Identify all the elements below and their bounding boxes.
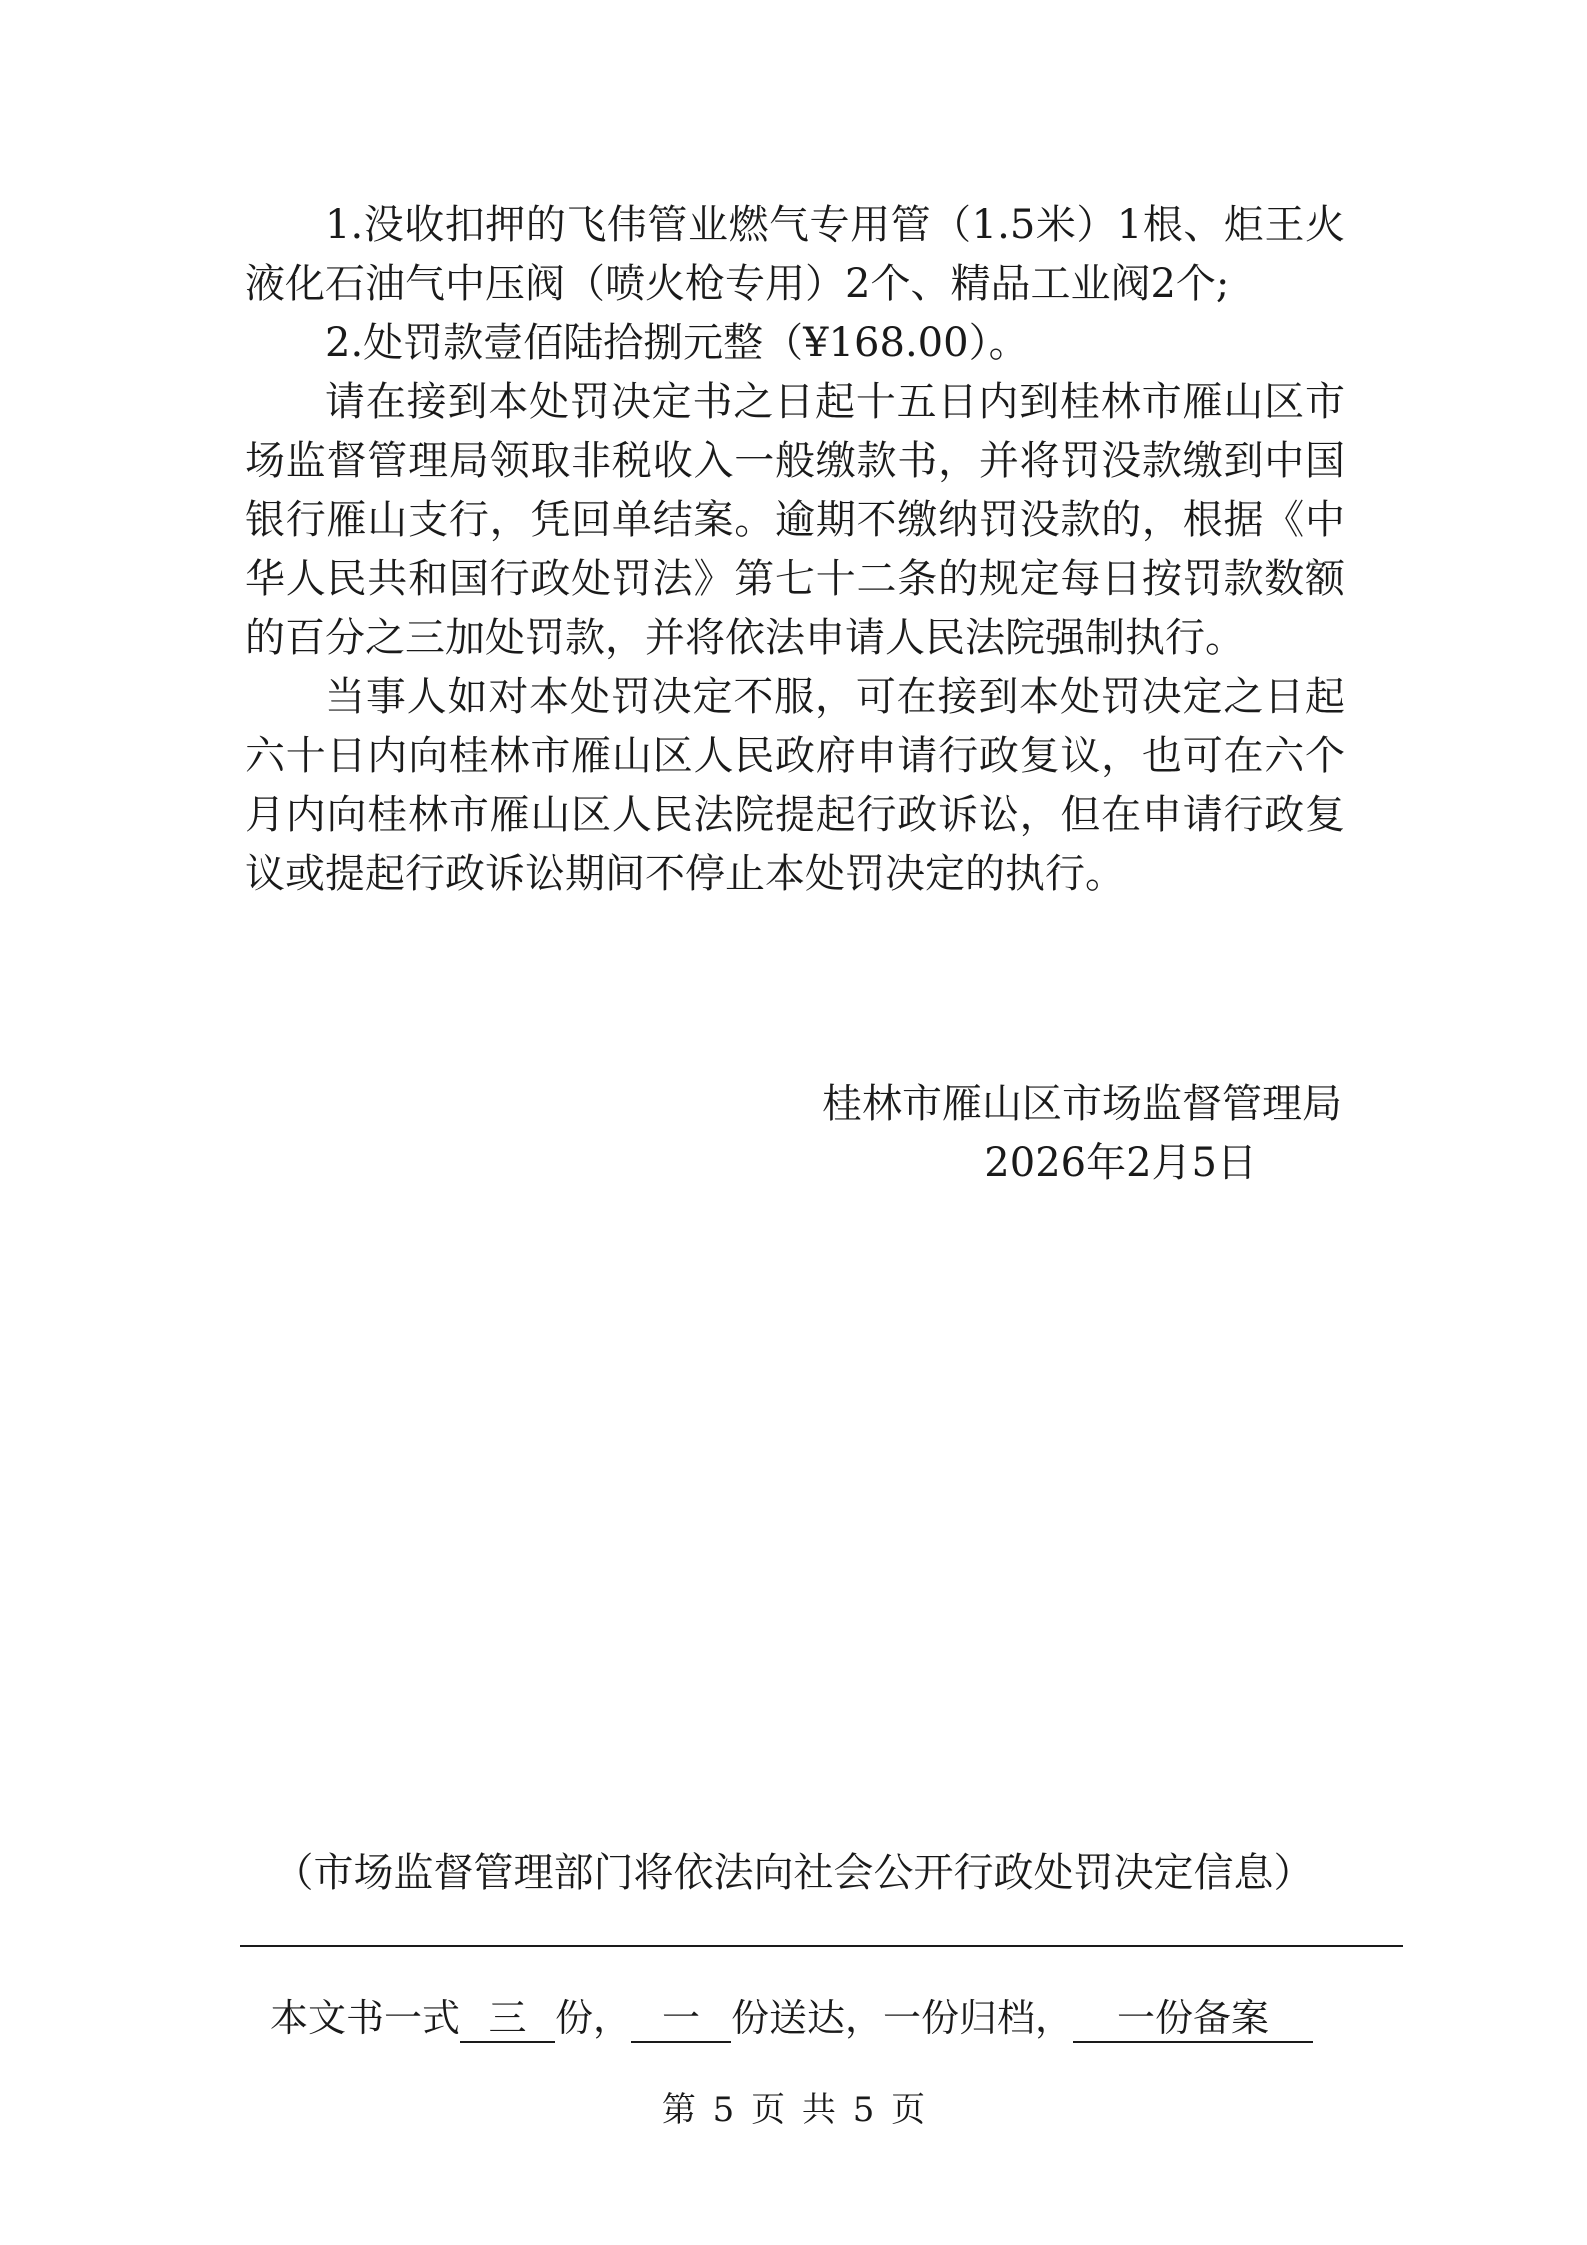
page-number: 第 5 页 共 5 页 [661,2090,926,2130]
paragraph-confiscation: 1.没收扣押的飞伟管业燃气专用管（1.5米）1根、炬王火液化石油气中压阀（喷火枪专用）2个、精品工业阀2个; [245,202,1345,307]
paragraph-payment-instructions: 请在接到本处罚决定书之日起十五日内到桂林市雁山区市场监督管理局领取非税收入一般缴款书，并将罚没款缴到中国银行雁山支行，凭回单结案。逾期不缴纳罚没款的，根据《中华人民共和国行政处罚法》第七十二条的规定每日按罚款数额的百分之三加处罚款，并将依法申请人民法院强制执行。 [245,379,1345,661]
paragraph-fine: 2.处罚款壹佰陆拾捌元整（¥168.00）。 [325,320,1029,366]
copies-served-suffix: 份送达，一份归档， [731,1996,1074,2040]
disclosure-notice: （市场监督管理部门将依法向社会公开行政处罚决定信息） [273,1850,1314,1896]
signature-block [822,1075,1342,1193]
decision-body [245,196,1345,904]
issue-date: 2026年2月5日 [984,1140,1257,1186]
paragraph-appeal-rights: 当事人如对本处罚决定不服，可在接到本处罚决定之日起六十日内向桂林市雁山区人民政府申请行政复议，也可在六个月内向桂林市雁山区人民法院提起行政诉讼，但在申请行政复议或提起行政诉讼期间不停止本处罚决定的执行。 [245,674,1345,897]
copies-served: 一 [631,1995,731,2043]
divider-line [240,1945,1403,1947]
copies-total: 三 [460,1995,555,2043]
issuing-authority: 桂林市雁山区市场监督管理局 [822,1081,1342,1127]
copies-filed: 一份备案 [1073,1995,1313,2043]
copies-total-suffix: 份， [555,1996,632,2040]
copies-prefix: 本文书一式 [270,1996,461,2040]
copies-statement [270,1990,1313,2046]
